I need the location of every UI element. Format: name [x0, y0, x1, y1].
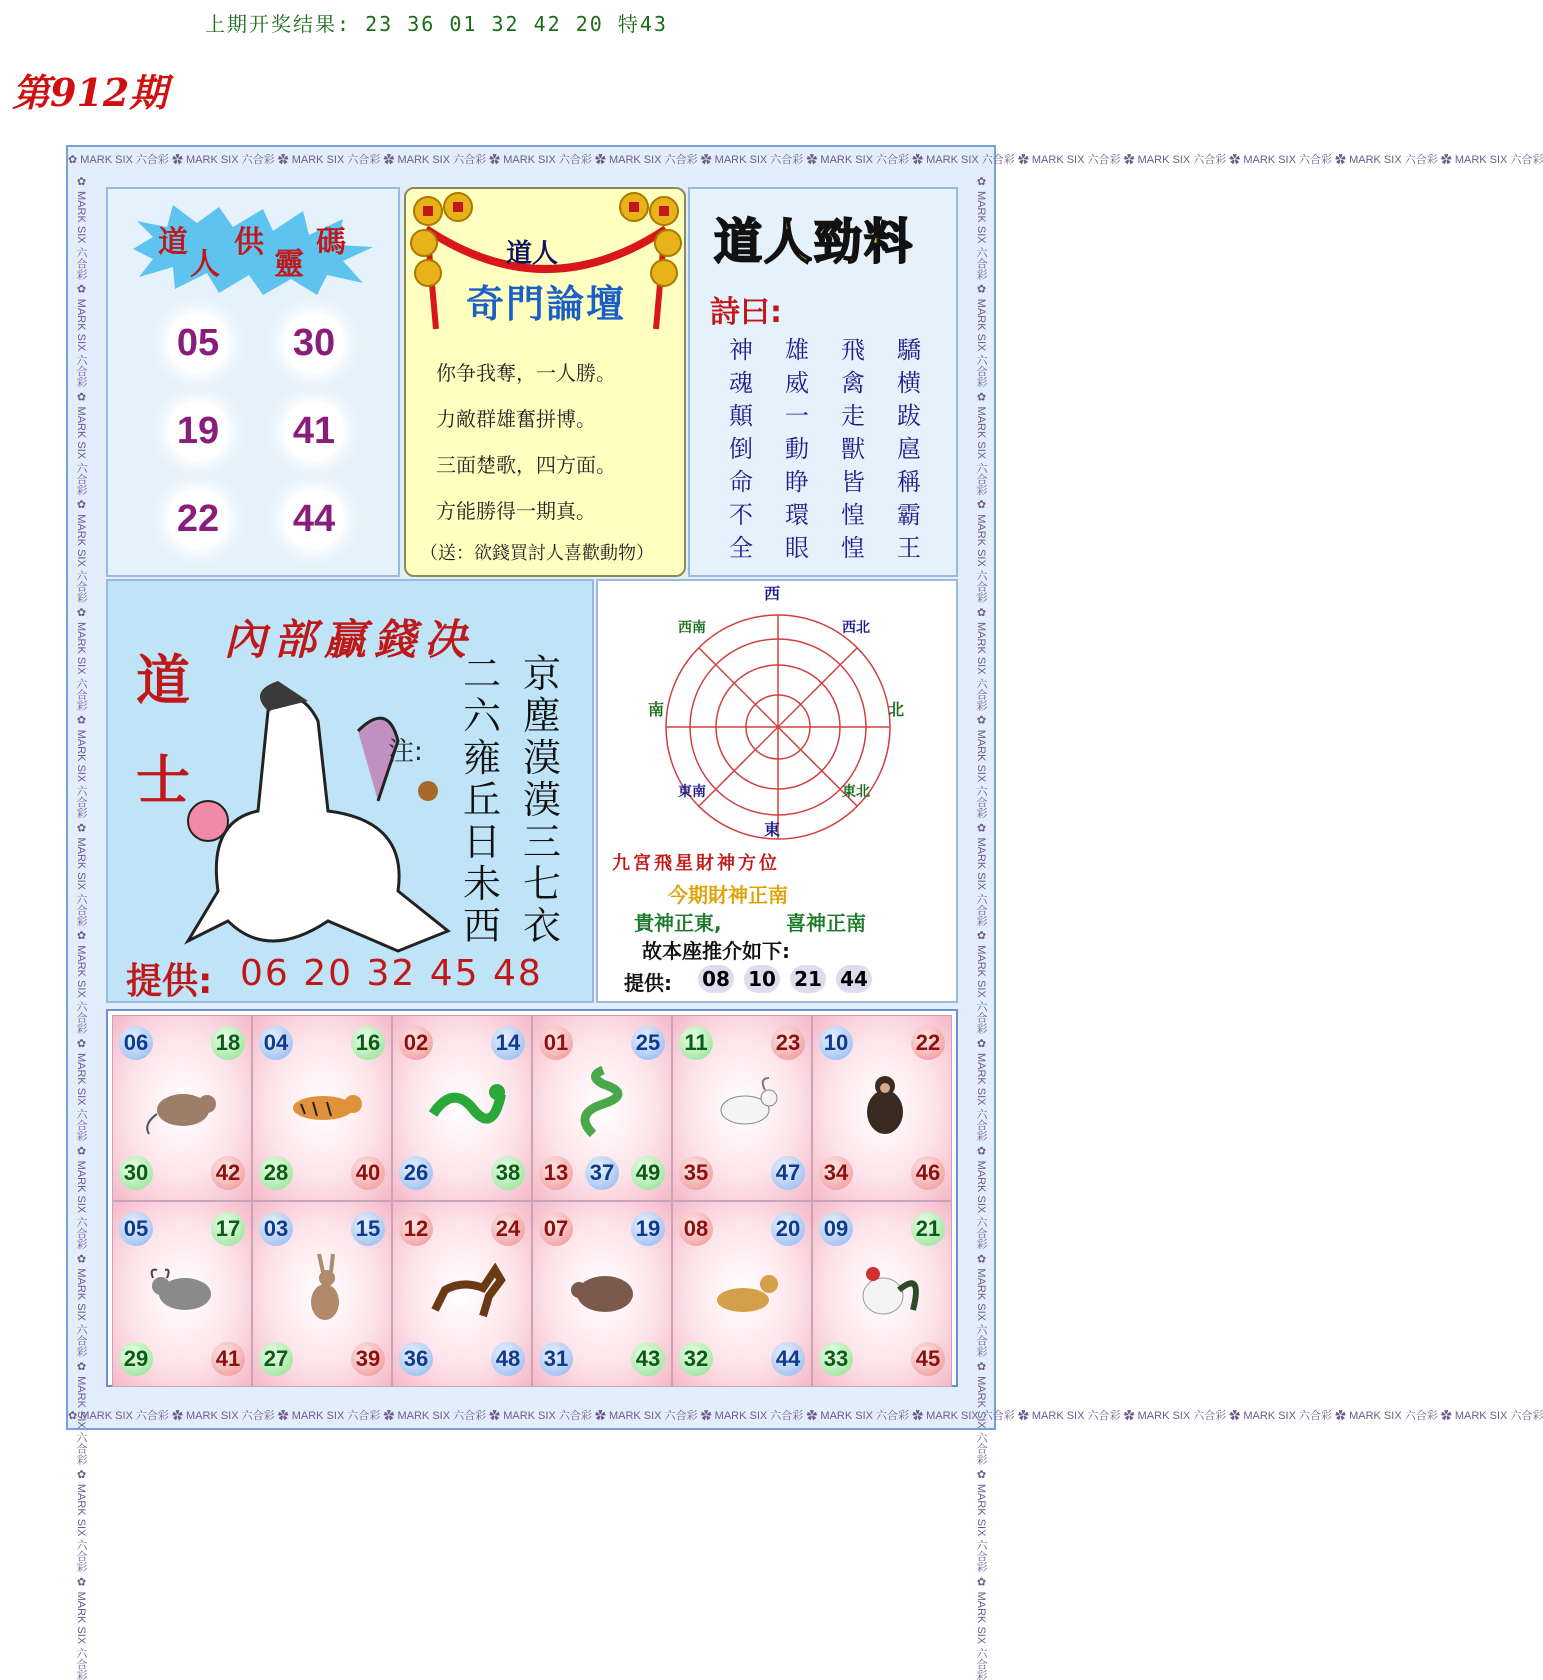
title-char: 人 — [190, 247, 220, 282]
zodiac-number: 16 — [351, 1026, 385, 1060]
zodiac-number: 19 — [631, 1212, 665, 1246]
zodiac-number: 10 — [819, 1026, 853, 1060]
zodiac-number: 38 — [491, 1156, 525, 1190]
note-label: 注: — [388, 737, 423, 767]
verse-line: 方能勝得一期真。 — [436, 499, 596, 523]
zodiac-number: 40 — [351, 1156, 385, 1190]
zodiac-number: 29 — [119, 1342, 153, 1376]
zodiac-cell-dragon — [392, 1015, 532, 1201]
zodiac-number: 36 — [399, 1342, 433, 1376]
dir-south: 南 — [648, 700, 665, 719]
border-text: ✿ MARK SIX 六合彩 ✿ MARK SIX 六合彩 ✿ MARK SIX 六合彩 ✿ MARK SIX 六合彩 ✿ MARK SIX 六合彩 ✿ MARK SIX 六合彩 ✿ MARK SIX 六合彩 ✿ MARK SIX 六合彩 ✿ MARK SIX 六合彩 ✿ MARK SIX 六合彩 ✿ MARK SIX 六合彩 ✿ MARK SIX 六合彩 ✿ MARK SIX 六合彩 ✿ MARK SIX 六合彩 — [75, 175, 87, 1680]
zodiac-cell-rooster — [812, 1201, 952, 1387]
dir-northwest: 西北 — [842, 620, 870, 636]
zodiac-number: 11 — [679, 1026, 713, 1060]
verse-line: 三面楚歌，四方面。 — [436, 453, 616, 477]
zodiac-cell-snake — [532, 1015, 672, 1201]
panel-fortune-compass — [596, 579, 958, 1003]
poem-subtitle: 詩曰: — [710, 295, 782, 330]
snake-icon — [563, 1064, 643, 1144]
zodiac-number: 33 — [819, 1342, 853, 1376]
zodiac-number: 42 — [211, 1156, 245, 1190]
dir-northeast: 東北 — [842, 784, 870, 800]
pig-icon — [563, 1250, 643, 1330]
verse-line: 你争我奪，一人勝。 — [436, 361, 616, 385]
zodiac-number: 31 — [539, 1342, 573, 1376]
tiger-icon — [283, 1064, 363, 1144]
compass-line: 喜神正南 — [786, 911, 866, 935]
provide-number: 08 — [698, 965, 734, 993]
lucky-number: 44 — [284, 489, 344, 549]
provide-number: 21 — [790, 965, 826, 993]
lucky-number: 22 — [168, 489, 228, 549]
taoist-figure-icon — [148, 671, 468, 971]
zodiac-number: 08 — [679, 1212, 713, 1246]
zodiac-number: 28 — [259, 1156, 293, 1190]
compass-line: 今期財神正南 — [668, 883, 788, 907]
zodiac-number: 05 — [119, 1212, 153, 1246]
border-top — [68, 147, 1543, 173]
dir-east: 東 — [764, 820, 781, 839]
provide-number: 44 — [836, 965, 872, 993]
zodiac-number: 37 — [585, 1156, 619, 1190]
monkey-icon — [843, 1064, 923, 1144]
compass-line: 故本座推介如下: — [642, 939, 790, 963]
rat-icon — [143, 1064, 223, 1144]
border-bottom — [68, 1403, 1543, 1429]
issue-number: 第912期 — [12, 70, 168, 115]
poem-column: 神魂顛倒命不全 — [729, 336, 753, 562]
zodiac-number: 45 — [911, 1342, 945, 1376]
zodiac-number: 30 — [119, 1156, 153, 1190]
verse-column: 二六雍丘日未西 — [462, 652, 501, 948]
dir-north: 北 — [888, 700, 905, 719]
zodiac-number: 04 — [259, 1026, 293, 1060]
compass-title: 九宮飛星財神方位 — [612, 853, 780, 874]
dragon-icon — [423, 1064, 503, 1144]
zodiac-number: 15 — [351, 1212, 385, 1246]
zodiac-number: 22 — [911, 1026, 945, 1060]
border-text: ✿ MARK SIX 六合彩 ✿ MARK SIX 六合彩 ✿ MARK SIX 六合彩 ✿ MARK SIX 六合彩 ✿ MARK SIX 六合彩 ✿ MARK SIX 六合彩 ✿ MARK SIX 六合彩 ✿ MARK SIX 六合彩 ✿ MARK SIX 六合彩 ✿ MARK SIX 六合彩 ✿ MARK SIX 六合彩 ✿ MARK SIX 六合彩 ✿ MARK SIX 六合彩 ✿ MARK SIX 六合彩 — [68, 154, 1543, 166]
zodiac-number: 47 — [771, 1156, 805, 1190]
dir-southwest: 西南 — [678, 620, 706, 636]
zodiac-number: 32 — [679, 1342, 713, 1376]
provide-label: 提供: — [624, 971, 672, 995]
zodiac-cell-tiger — [252, 1015, 392, 1201]
zodiac-cell-rabbit — [252, 1201, 392, 1387]
title-char: 靈 — [274, 247, 304, 282]
last-result: 上期开奖结果: 23 36 01 32 42 20 特43 — [205, 12, 668, 36]
panel-winning-secret — [106, 579, 594, 1003]
zodiac-number: 49 — [631, 1156, 665, 1190]
zodiac-number: 46 — [911, 1156, 945, 1190]
forum-subtitle: 道人 — [506, 239, 559, 269]
zodiac-cell-goat — [672, 1015, 812, 1201]
zodiac-number: 17 — [211, 1212, 245, 1246]
zodiac-number: 07 — [539, 1212, 573, 1246]
poem-column: 雄威一動睁環眼 — [785, 336, 809, 562]
zodiac-number: 41 — [211, 1342, 245, 1376]
zodiac-number: 14 — [491, 1026, 525, 1060]
zodiac-number: 01 — [539, 1026, 573, 1060]
zodiac-number: 06 — [119, 1026, 153, 1060]
zodiac-number: 27 — [259, 1342, 293, 1376]
zodiac-number: 39 — [351, 1342, 385, 1376]
horse-icon — [423, 1250, 503, 1330]
lucky-number: 41 — [284, 401, 344, 461]
poster-frame — [66, 145, 1543, 1680]
title-char: 道 — [158, 225, 188, 260]
lucky-number: 05 — [168, 313, 228, 373]
zodiac-number: 12 — [399, 1212, 433, 1246]
poem-column: 驕横跋扈稱霸王 — [897, 336, 921, 562]
dir-southeast: 東南 — [678, 784, 706, 800]
poem-column: 飛禽走獸皆惶惶 — [841, 336, 865, 562]
zodiac-number: 44 — [771, 1342, 805, 1376]
secret-title: 內部贏錢决 — [224, 615, 475, 664]
border-left — [68, 175, 94, 1680]
zodiac-cell-dog — [672, 1201, 812, 1387]
provide-numbers: 06 20 32 45 48 — [240, 953, 543, 994]
zodiac-number: 43 — [631, 1342, 665, 1376]
zodiac-number: 02 — [399, 1026, 433, 1060]
zodiac-cell-rat — [112, 1015, 252, 1201]
border-right — [968, 175, 994, 1680]
lucky-number: 30 — [284, 313, 344, 373]
zodiac-number: 48 — [491, 1342, 525, 1376]
rabbit-icon — [283, 1250, 363, 1330]
panel-lucky-numbers — [106, 187, 400, 577]
zodiac-number: 09 — [819, 1212, 853, 1246]
zodiac-cell-ox — [112, 1201, 252, 1387]
zodiac-number: 21 — [911, 1212, 945, 1246]
zodiac-number: 35 — [679, 1156, 713, 1190]
zodiac-number: 03 — [259, 1212, 293, 1246]
title-char: 供 — [234, 225, 264, 260]
zodiac-cell-pig — [532, 1201, 672, 1387]
verse-column: 京塵漠漠三七衣 — [522, 652, 561, 948]
zodiac-number: 34 — [819, 1156, 853, 1190]
zodiac-cell-monkey — [812, 1015, 952, 1201]
dir-west: 西 — [764, 584, 781, 603]
zodiac-number: 20 — [771, 1212, 805, 1246]
provide-label: 提供: — [126, 961, 213, 1002]
zodiac-cell-horse — [392, 1201, 532, 1387]
dog-icon — [703, 1250, 783, 1330]
title-char: 碼 — [316, 225, 346, 260]
rooster-icon — [843, 1250, 923, 1330]
ox-icon — [143, 1250, 223, 1330]
panel-poem — [688, 187, 958, 577]
lucky-number: 19 — [168, 401, 228, 461]
verse-line: 力敵群雄奮拼博。 — [436, 407, 596, 431]
zodiac-number: 25 — [631, 1026, 665, 1060]
border-text: ✿ MARK SIX 六合彩 ✿ MARK SIX 六合彩 ✿ MARK SIX 六合彩 ✿ MARK SIX 六合彩 ✿ MARK SIX 六合彩 ✿ MARK SIX 六合彩 ✿ MARK SIX 六合彩 ✿ MARK SIX 六合彩 ✿ MARK SIX 六合彩 ✿ MARK SIX 六合彩 ✿ MARK SIX 六合彩 ✿ MARK SIX 六合彩 ✿ MARK SIX 六合彩 ✿ MARK SIX 六合彩 — [68, 1410, 1543, 1422]
panel-forum — [404, 187, 686, 577]
zodiac-number: 23 — [771, 1026, 805, 1060]
side-title: 道士 — [136, 649, 190, 812]
zodiac-number: 18 — [211, 1026, 245, 1060]
provide-number: 10 — [744, 965, 780, 993]
compass-line: 貴神正東, — [634, 911, 722, 935]
goat-icon — [703, 1064, 783, 1144]
zodiac-grid — [106, 1009, 958, 1387]
border-text: ✿ MARK SIX 六合彩 ✿ MARK SIX 六合彩 ✿ MARK SIX 六合彩 ✿ MARK SIX 六合彩 ✿ MARK SIX 六合彩 ✿ MARK SIX 六合彩 ✿ MARK SIX 六合彩 ✿ MARK SIX 六合彩 ✿ MARK SIX 六合彩 ✿ MARK SIX 六合彩 ✿ MARK SIX 六合彩 ✿ MARK SIX 六合彩 ✿ MARK SIX 六合彩 ✿ MARK SIX 六合彩 — [975, 175, 987, 1680]
zodiac-number: 13 — [539, 1156, 573, 1190]
forum-note: （送：欲錢買討人喜歡動物） — [420, 543, 654, 564]
zodiac-number: 26 — [399, 1156, 433, 1190]
forum-title: 奇門論壇 — [466, 282, 627, 326]
poem-title: 道人勁料 — [714, 214, 915, 270]
zodiac-number: 24 — [491, 1212, 525, 1246]
compass-wheel-icon — [648, 607, 908, 847]
